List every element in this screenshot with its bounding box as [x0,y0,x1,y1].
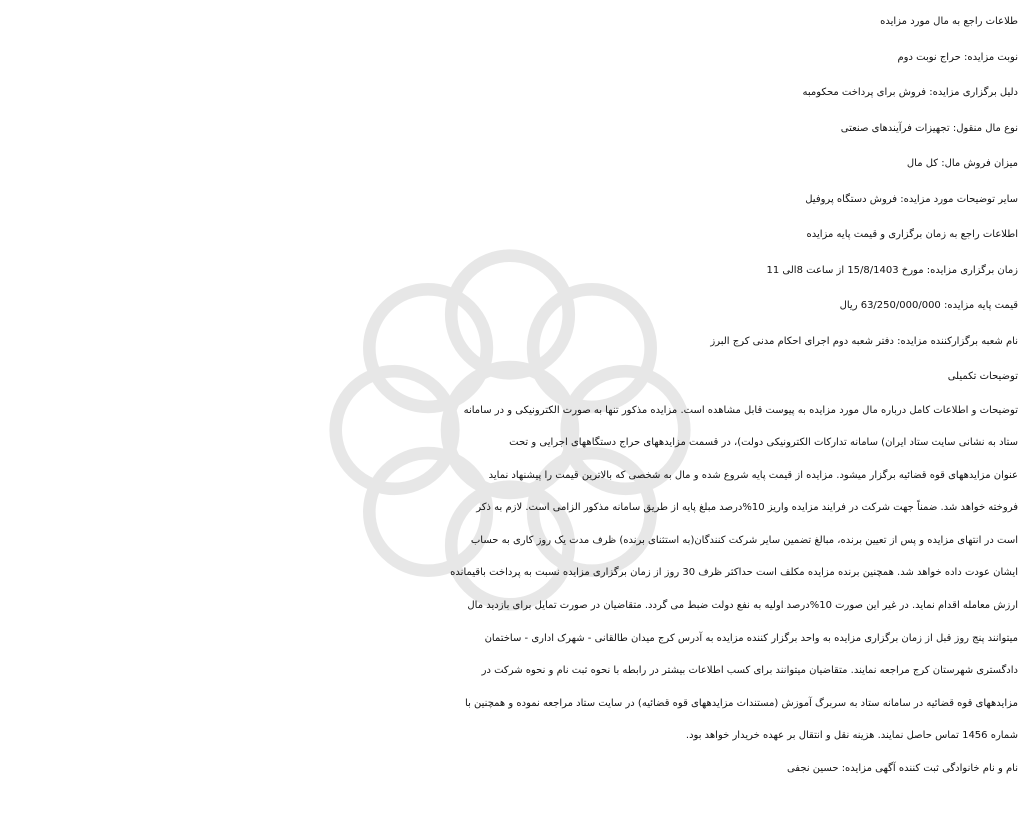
paragraph-line: مزایدههای قوه قضائیه در سامانه ستاد به سربرگ آموزش (مستندات مزایدههای قوه قضائیه) در سایت ستاد مراجعه نموده و همچنین با [465,697,1018,709]
field-other-description: سایر توضیحات مورد مزایده: فروش دستگاه پروفیل [805,193,1018,205]
field-auction-round: نوبت مزایده: حراج نوبت دوم [897,51,1018,63]
field-auction-reason: دلیل برگزاری مزایده: فروش برای پرداخت محکومبه [802,87,1018,98]
subheading-time-price: اطلاعات راجع به زمان برگزاری و قیمت پایه مزایده [806,229,1018,240]
registrant-name: نام و نام خانوادگی ثبت کننده آگهی مزایده: حسین نجفی [786,763,1018,775]
paragraph-line: ایشان عودت داده خواهد شد. همچنین برنده مزایده مکلف است حداکثر ظرف 30 روز از زمان برگزاری مزایده نسبت به پرداخت باقیمانده [450,567,1018,579]
paragraph-line: ارزش معامله اقدام نماید. در غیر این صورت 10%درصد اولیه به نفع دولت ضبط می گردد. متقاضیان در صورت تمایل برای بازدید مال [467,600,1018,612]
field-sale-amount: میزان فروش مال: کل مال [906,158,1018,169]
paragraph-line: عنوان مزایدههای قوه قضائیه برگزار میشود. مزایده از قیمت پایه شروع شده و مال به شخصی که بالاترین قیمت را پیشنهاد نماید [488,469,1018,481]
paragraph-line: توضیحات و اطلاعات کامل درباره مال مورد مزایده به پیوست قابل مشاهده است. مزایده مذکور تنها به صورت الکترونیکی و در سامانه [463,404,1018,416]
paragraph-line: ستاد به نشانی سایت ستاد ایران) سامانه تدارکات الکترونیکی دولت)، در قسمت مزایدههای حراج دستگاههای اجرایی و تحت [509,437,1018,449]
field-property-type: نوع مال منقول: تجهیزات فرآیندهای صنعتی [840,122,1018,134]
section-heading: طلاعات راجع به مال مورد مزایده [880,16,1018,27]
additional-notes-paragraph [8,395,1018,754]
paragraph-line: دادگستری شهرستان کرج مراجعه نمایند. متقاضیان میتوانند برای کسب اطلاعات بیشتر در رابطه با نحوه ثبت نام و نحوه شرکت در [481,665,1018,677]
field-branch-name: نام شعبه برگزارکننده مزایده: دفتر شعبه دوم اجرای احکام مدنی کرج البرز [710,335,1018,347]
field-base-price: قیمت پایه مزایده: 63/250/000/000 ریال [839,300,1018,311]
paragraph-line: فروخته خواهد شد. ضمناً جهت شرکت در فرایند مزایده واریز 10%درصد مبلغ پایه از طریق سامانه مذکور الزامی است. لازم به ذکر [476,502,1018,514]
paragraph-line: شماره 1456 تماس حاصل نمایند. هزینه نقل و انتقال بر عهده خریدار خواهد بود. [685,730,1018,742]
paragraph-line: میتوانند پنج روز قبل از زمان برگزاری مزایده به واحد برگزار کننده مزایده به آدرس کرج میدان طالقانی - شهرک اداری - ساختمان [484,632,1018,644]
field-auction-time: زمان برگزاری مزایده: مورخ 15/8/1403 از ساعت 8الی 11 [766,264,1018,276]
subheading-additional-notes: توضیحات تکمیلی [947,371,1018,382]
paragraph-line: است در انتهای مزایده و پس از تعیین برنده، مبالغ تضمین سایر شرکت کنندگان(به استثنای برنده) ظرف مدت یک روز کاری به حساب [470,534,1018,546]
